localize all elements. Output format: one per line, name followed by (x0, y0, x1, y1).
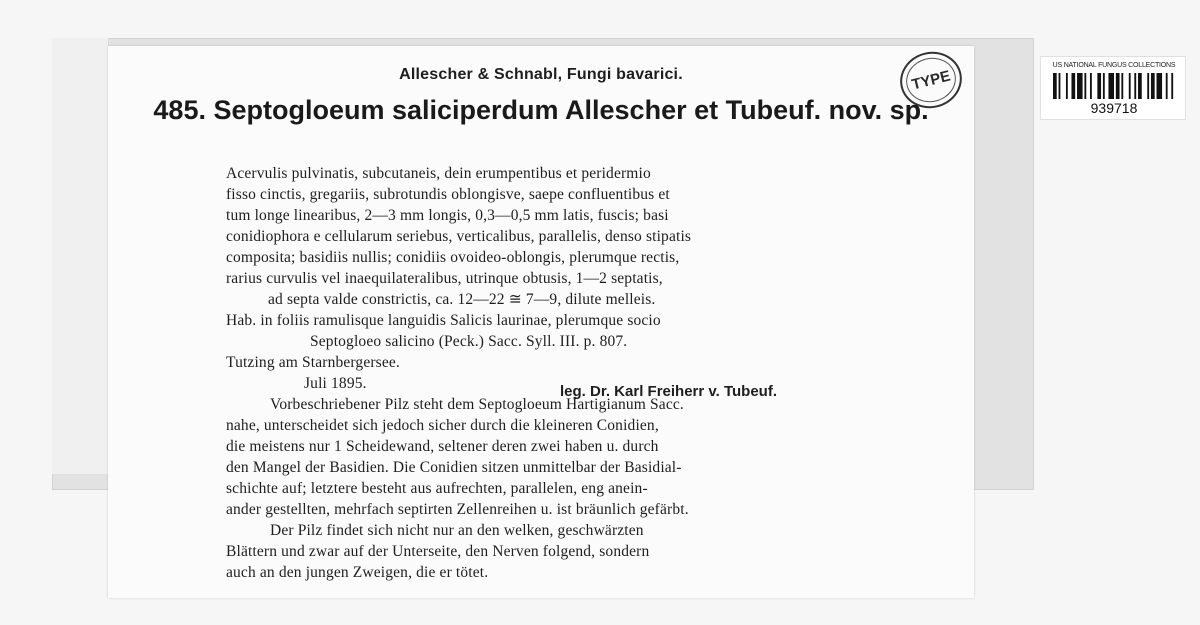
label-line-8: Hab. in foliis ramulisque languidis Salicis laurinae, plerumque socio (226, 312, 661, 329)
label-line-17: ander gestellten, mehrfach septirten Zellenreihen u. ist bräunlich gefärbt. (226, 501, 689, 518)
label-line-20: auch an den jungen Zweigen, die er tötet. (226, 564, 489, 581)
label-line-7: ad septa valde constrictis, ca. 12—22 ≅ 7—9, dilute melleis. (268, 291, 656, 308)
barcode-institution: US NATIONAL FUNGUS COLLECTIONS (1052, 62, 1176, 69)
barcode-bar (1121, 73, 1123, 99)
barcode-bar (1134, 73, 1136, 99)
collection-name: Allescher & Schnabl, Fungi bavarici. (399, 66, 683, 83)
barcode-bar (1129, 73, 1131, 99)
label-line-5: composita; basidiis nullis; conidiis ovoideo-oblongis, plerumque rectis, (226, 249, 680, 266)
barcode-bar (1053, 73, 1057, 99)
label-line-3: tum longe linearibus, 2—3 mm longis, 0,3—0,5 mm latis, fuscis; basi (226, 207, 669, 224)
type-stamp-text: TYPE (909, 67, 953, 93)
barcode-bar (1071, 73, 1075, 99)
species-title: 485. Septogloeum saliciperdum Allescher et Tubeuf. nov. sp. (153, 95, 929, 125)
label-line-10: Tutzing am Starnbergersee. (226, 354, 400, 371)
label-line-6: rarius curvulis vel inaequilateralibus, utrinque obtusis, 1—2 septatis, (226, 270, 663, 287)
label-line-19: Blättern und zwar auf der Unterseite, den Nerven folgend, sondern (226, 543, 650, 560)
label-line-18: Der Pilz findet sich nicht nur an den welken, geschwärzten (270, 522, 644, 539)
label-line-16: schichte auf; letztere besteht aus aufrechten, parallelen, eng anein- (226, 480, 648, 497)
barcode-bar (1157, 73, 1163, 99)
barcode-number: 939718 (1090, 100, 1138, 116)
label-line-14: die meistens nur 1 Scheidewand, seltener deren zwei haben u. durch (226, 438, 659, 455)
folded-packet-edge (52, 38, 109, 474)
barcode-bar (1059, 73, 1061, 99)
label-line-12: Vorbeschriebener Pilz steht dem Septogloeum Hartigianum Sacc. (270, 396, 684, 413)
barcode-bar (1077, 73, 1083, 99)
barcode-bars (1053, 73, 1175, 99)
barcode-bar (1103, 73, 1105, 99)
label-line-13: nahe, unterscheidet sich jedoch sicher durch die kleineren Conidien, (226, 417, 659, 434)
barcode-bar (1147, 73, 1149, 99)
label-line-11: Juli 1895. (304, 375, 367, 392)
label-line-2: fisso cinctis, gregariis, subrotundis oblongisve, saepe confluentibus et (226, 186, 670, 203)
label-line-4: conidiophora e cellularum seriebus, verticalibus, parallelis, denso stipatis (226, 228, 692, 245)
barcode-bar (1138, 73, 1142, 99)
barcode-bar (1166, 73, 1168, 99)
label-line-1: Acervulis pulvinatis, subcutaneis, dein erumpentibus et peridermio (226, 165, 651, 182)
barcode-bar (1108, 73, 1114, 99)
barcode-bar (1151, 73, 1155, 99)
barcode-bar (1116, 73, 1120, 99)
barcode-label (1040, 56, 1186, 120)
label-line-9: Septogloeo salicino (Peck.) Sacc. Syll. III. p. 807. (310, 333, 628, 350)
barcode-bar (1097, 73, 1101, 99)
barcode-bar (1084, 73, 1086, 99)
barcode-bar (1066, 73, 1068, 99)
barcode-bar (1171, 73, 1173, 99)
label-line-15: den Mangel der Basidien. Die Conidien sitzen unmittelbar der Basidial- (226, 459, 682, 476)
collector-credit: leg. Dr. Karl Freiherr v. Tubeuf. (560, 383, 777, 400)
barcode-bar (1090, 73, 1092, 99)
